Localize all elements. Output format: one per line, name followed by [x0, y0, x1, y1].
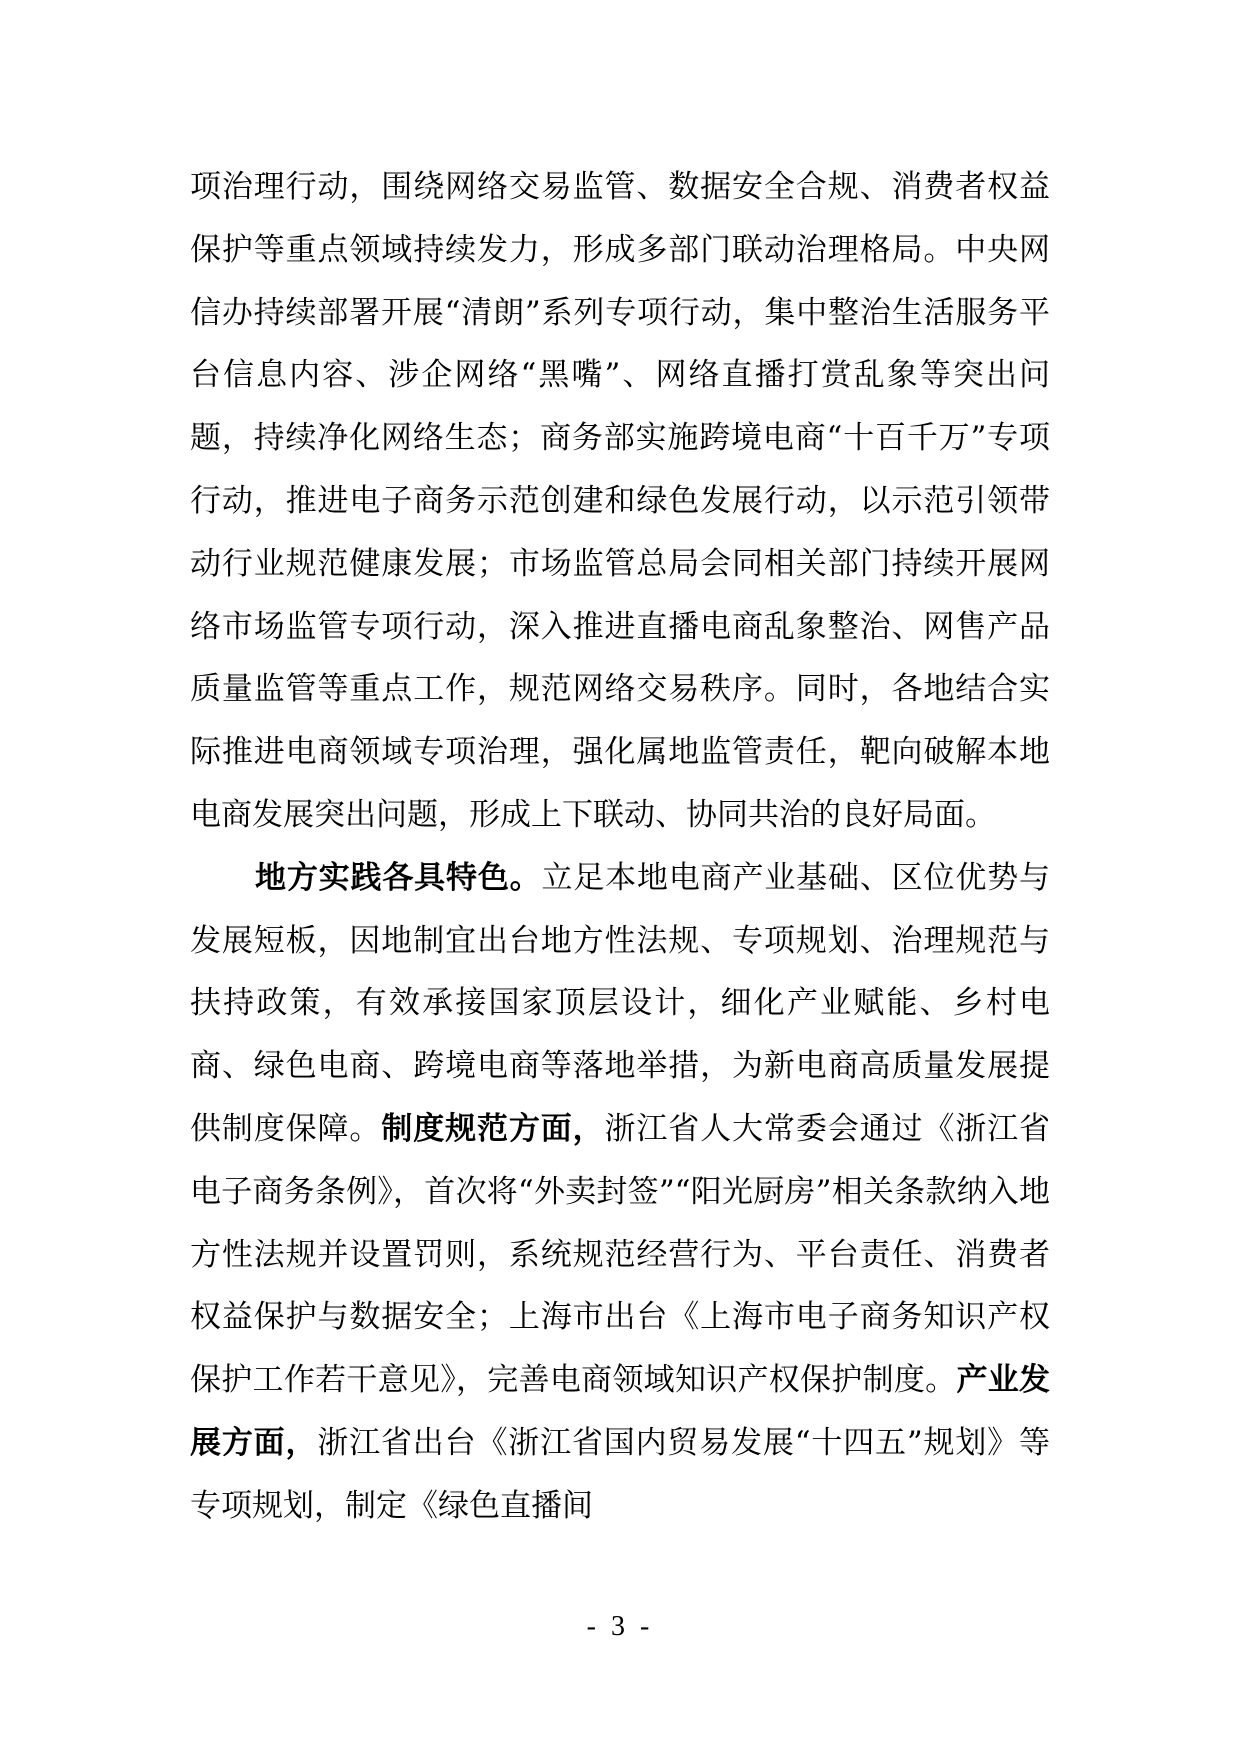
page-number: - 3 -	[586, 1611, 654, 1642]
section-intro: 立足本地电商产业基础、区位优势与发展短板，因地制宜出台地方性法规、专项规划、治理规范与扶持政策，有效承接国家顶层设计，细化产业赋能、乡村电商、绿色电商、跨境电商等落地举措，为新电商高质量发展提供制度保障。	[190, 859, 1050, 1147]
subsection-text-industry: 浙江省出台《浙江省国内贸易发展“十四五”规划》等专项规划，制定《绿色直播间	[190, 1424, 1051, 1524]
section-heading: 地方实践各具特色。	[255, 859, 542, 896]
body-text	[190, 156, 1050, 1538]
subsection-heading-industry: 产业发展方面，	[190, 1362, 1051, 1461]
subsection-text-institutional: 浙江省人大常委会通过《浙江省电子商务条例》，首次将“外卖封签”“阳光厨房”相关条款纳入地方性法规并设置罚则，系统规范经营行为、平台责任、消费者权益保护与数据安全；上海市出台《上海市电子商务知识产权保护工作若干意见》，完善电商领域知识产权保护制度。	[190, 1110, 1051, 1399]
subsection-heading-institutional: 制度规范方面，	[381, 1110, 605, 1147]
paragraph-local-practice	[190, 847, 1050, 1538]
paragraph-continuation: 项治理行动，围绕网络交易监管、数据安全合规、消费者权益保护等重点领域持续发力，形成多部门联动治理格局。中央网信办持续部署开展“清朗”系列专项行动，集中整治生活服务平台信息内容、涉企网络“黑嘴”、网络直播打赏乱象等突出问题，持续净化网络生态；商务部实施跨境电商“十百千万”专项行动，推进电子商务示范创建和绿色发展行动，以示范引领带动行业规范健康发展；市场监管总局会同相关部门持续开展网络市场监管专项行动，深入推进直播电商乱象整治、网售产品质量监管等重点工作，规范网络交易秩序。同时，各地结合实际推进电商领域专项治理，强化属地监管责任，靶向破解本地电商发展突出问题，形成上下联动、协同共治的良好局面。	[190, 169, 1050, 833]
